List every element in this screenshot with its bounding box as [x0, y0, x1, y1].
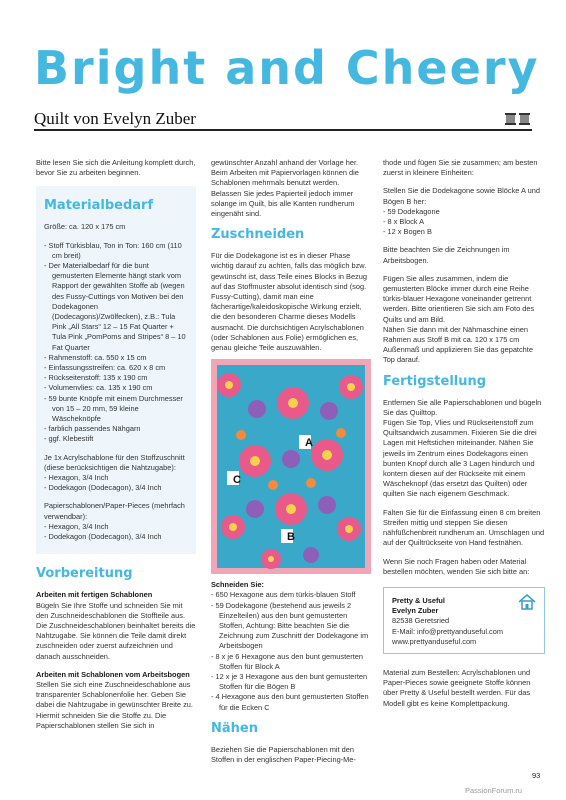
cut-text: Für die Dodekagone ist es in dieser Phase wichtig darauf zu achten, falls das möglich bzw. gewünscht ist, dass Teile eines Blocks in Bezug auf das Stoffmuster absolut identisch sind (sog. Fussy-Cutting), damit man eine fächerartige/kaleidoskopische Wirkung erzielt, die den besonderen Charme dieses Modells ausmacht. Die durchsichtigen Acrylschablonen (oder Schablonen aus Folie) ermöglichen es, genau gleiche Teile auszuwählen. — [211, 251, 367, 353]
sew-text: Beziehen Sie die Papierschablonen mit den Stoffen in der englischen Paper-Piecing-Me- — [211, 744, 356, 765]
finish-heading: Fertigstellung — [383, 373, 487, 389]
finish-text-3: Falten Sie für die Einfassung einen 8 cm breiten Streifen mittig und steppen Sie diesen nähfüßchenbreit rundherum an. Umschlagen und auf der Quiltrückseite von Hand festnähen. — [383, 507, 545, 548]
prep-heading: Vorbereitung — [36, 566, 133, 582]
cut-heading: Zuschneiden — [211, 227, 305, 243]
materials-list — [44, 241, 188, 445]
list-item: - 12 x Bogen B — [383, 227, 432, 237]
prep1-text: Bügeln Sie Ihre Stoffe und schneiden Sie mit den Zuschneideschablonen die Stoffteile aus. Die Zuschneideschablonen beinhaltet bereits die Nahtzugabe. Sie können die Teile damit direkt zuschneiden oder zuerst aufzeichnen und danach ausschneiden. — [36, 600, 196, 661]
contact-company: Pretty & Useful — [392, 595, 445, 605]
acryl-intro: Je 1x Acrylschablone für den Stoffzuschnitt (diese berücksichtigen die Nahtzugabe): — [44, 452, 185, 472]
list-item: - Dodekagon (Dodecagon), 3/4 Inch — [44, 483, 162, 493]
list-item: - Der Materialbedarf für die bunt gemusterten Elemente hängt stark vom Rapport der gewählten Stoffe ab (wegen des Fussy-Cuttings von Motiven bei den Dodekagonen (Dodecagons)/Zwölfecken), z.B.: Tula Pink „All Stars“ 12 – 15 Fat Quarter + Tula Pink „PomPoms and Stripes“ 8 – 10 Fat Quarter — [44, 261, 186, 352]
list-item: - 8 x je 6 Hexagone aus den bunt gemusterten Stoffen für Block A — [211, 651, 364, 671]
page-number: 93 — [532, 771, 541, 780]
quilt-label-a: A — [305, 437, 313, 450]
list-item: - 59 Dodekagone (bestehend aus jeweils 2 Einzelteilen) aus den bunt gemusterten Stoffen, Achtung: Bitte beachten Sie die Zeichnung zum Zuschnitt der Dodekagone im Arbeitsbogen — [211, 600, 369, 651]
list-item: - Rückseitenstoff: 135 x 190 cm — [44, 373, 148, 383]
page-title: Bright and Cheery — [34, 41, 540, 95]
materials-box — [36, 186, 196, 554]
order-text: Material zum Bestellen: Acrylschablonen und Paper-Pieces sowie geeignete Stoffe können über Pretty & Useful bestellt werden. Für das Modell gibt es keine Komplettpackung. — [383, 667, 531, 708]
prep2-title: Arbeiten mit Schablonen vom Arbeitsbogen — [36, 669, 190, 679]
prep2-text: Stellen Sie sich eine Zuschneideschablone aus transparenter Schablonenfolie her. Geben Sie dabei die Nahtzugabe in gewünschter Breite zu. Hiermit schneiden Sie die Stoffe zu. Die Papierschablonen stellen Sie sich in — [36, 679, 193, 730]
list-item: - Dodekagon (Dodecagon), 3/4 Inch — [44, 532, 162, 542]
list-item: - ggf. Klebestift — [44, 434, 94, 444]
list-item: - 4 Hexagone aus den bunt gemusterten Stoffen für die Ecken C — [211, 692, 369, 712]
units-list — [383, 207, 545, 238]
list-item: - Rahmenstoff: ca. 550 x 15 cm — [44, 352, 147, 362]
column-3 — [383, 158, 545, 717]
page-subtitle: Quilt von Evelyn Zuber — [34, 109, 196, 128]
quilt-label-c: C — [233, 474, 241, 487]
contact-name: Evelyn Zuber — [392, 606, 439, 616]
house-icon — [518, 594, 536, 610]
intro-text: Bitte lesen Sie sich die Anleitung komplett durch, bevor Sie zu arbeiten beginnen. — [36, 158, 196, 178]
column-2 — [211, 158, 371, 773]
drawings-text: Bitte beachten Sie die Zeichnungen im Arbeitsbogen. — [383, 245, 510, 265]
acryl-list — [44, 473, 188, 493]
method-text: thode und fügen Sie sie zusammen; am besten zuerst in kleinere Einheiten: — [383, 158, 538, 178]
column-1 — [36, 158, 196, 739]
schneiden-title: Schneiden Sie: — [211, 580, 264, 590]
sew-heading: Nähen — [211, 720, 258, 736]
contact-website[interactable]: www.prettyanduseful.com — [392, 636, 477, 646]
quilt-label-b: B — [287, 531, 295, 544]
list-item: - 59 Dodekagone — [383, 206, 440, 216]
contact-box — [383, 587, 545, 654]
contact-address: 82538 Geretsried — [392, 616, 450, 626]
list-item: - Einfassungsstreifen: ca. 620 x 8 cm — [44, 363, 166, 373]
finish-text-2: Fügen Sie Top, Vlies und Rückseitenstoff zum Quiltsandwich zusammen. Fixieren Sie die drei Lagen mit Heftstichen miteinander. Nähen Sie jeweils im Zentrum eines Dodekagons einen bunten Knopf durch alle 3 Lagen hindurch und kontern diesen auf der Rückseite mit einem Wäscheknopf (das ersetzt das Quilten) oder quilten Sie nach eigenem Geschmack. — [383, 418, 537, 499]
list-item: - 59 bunte Knöpfe mit einem Durchmesser von 15 – 20 mm, 59 kleine Wäscheknöpfe — [44, 393, 183, 424]
assemble-text: Fügen Sie alles zusammen, indem die gemusterten Blöcke immer durch eine Reihe türkis-blauer Hexagone voneinander getrennt werden. Bitte orientieren Sie sich am Foto des Quilts und am Bild. — [383, 273, 535, 324]
spools-icon — [503, 111, 533, 127]
question-text: Wenn Sie noch Fragen haben oder Material bestellen möchten, wenden Sie sich bitte an: — [383, 556, 530, 576]
watermark: PassionForum.ru — [465, 786, 523, 795]
list-item: - Hexagon, 3/4 Inch — [44, 521, 109, 531]
title-rule — [34, 129, 532, 131]
units-intro: Stellen Sie die Dodekagone sowie Blöcke A und Bögen B her: — [383, 186, 540, 206]
list-item: - 650 Hexagone aus dem türkis-blauen Stoff — [211, 590, 356, 600]
frame-text: Nähen Sie dann mit der Nähmaschine einen Rahmen aus Stoff B mit ca. 120 x 175 cm Außenmaß und applizieren Sie das gepatchte Top darauf. — [383, 324, 533, 365]
schneiden-list — [211, 590, 371, 712]
list-item: - 8 x Block A — [383, 217, 425, 227]
paper-intro: Papierschablonen/Paper-Pieces (mehrfach verwendbar): — [44, 501, 185, 521]
list-item: - farblich passendes Nähgarn — [44, 424, 141, 434]
list-item: - Volumenvlies: ca. 135 x 190 cm — [44, 383, 153, 393]
finish-text-1: Entfernen Sie alle Papierschablonen und bügeln Sie das Quilttop. — [383, 397, 542, 417]
templates-text: gewünschter Anzahl anhand der Vorlage her. Beim Arbeiten mit Papiervorlagen können die Schablonen mehrmals benutzt werden. Belassen Sie jedes Papierteil jedoch immer solange im Quilt, bis alle Kanten rundherum eingenäht sind. — [211, 158, 359, 219]
quilt-photo — [211, 359, 371, 574]
size-text: Größe: ca. 120 x 175 cm — [44, 222, 126, 232]
paper-list — [44, 522, 188, 542]
list-item: - Hexagon, 3/4 Inch — [44, 473, 109, 483]
materials-heading: Materialbedarf — [44, 198, 154, 214]
prep1-title: Arbeiten mit fertigen Schablonen — [36, 590, 153, 600]
list-item: - Stoff Türkisblau, Ton in Ton: 160 cm (110 cm breit) — [44, 240, 182, 260]
contact-email[interactable]: E-Mail: info@prettyanduseful.com — [392, 626, 504, 636]
list-item: - 12 x je 3 Hexagone aus den bunt gemusterten Stoffen für die Bögen B — [211, 672, 368, 692]
